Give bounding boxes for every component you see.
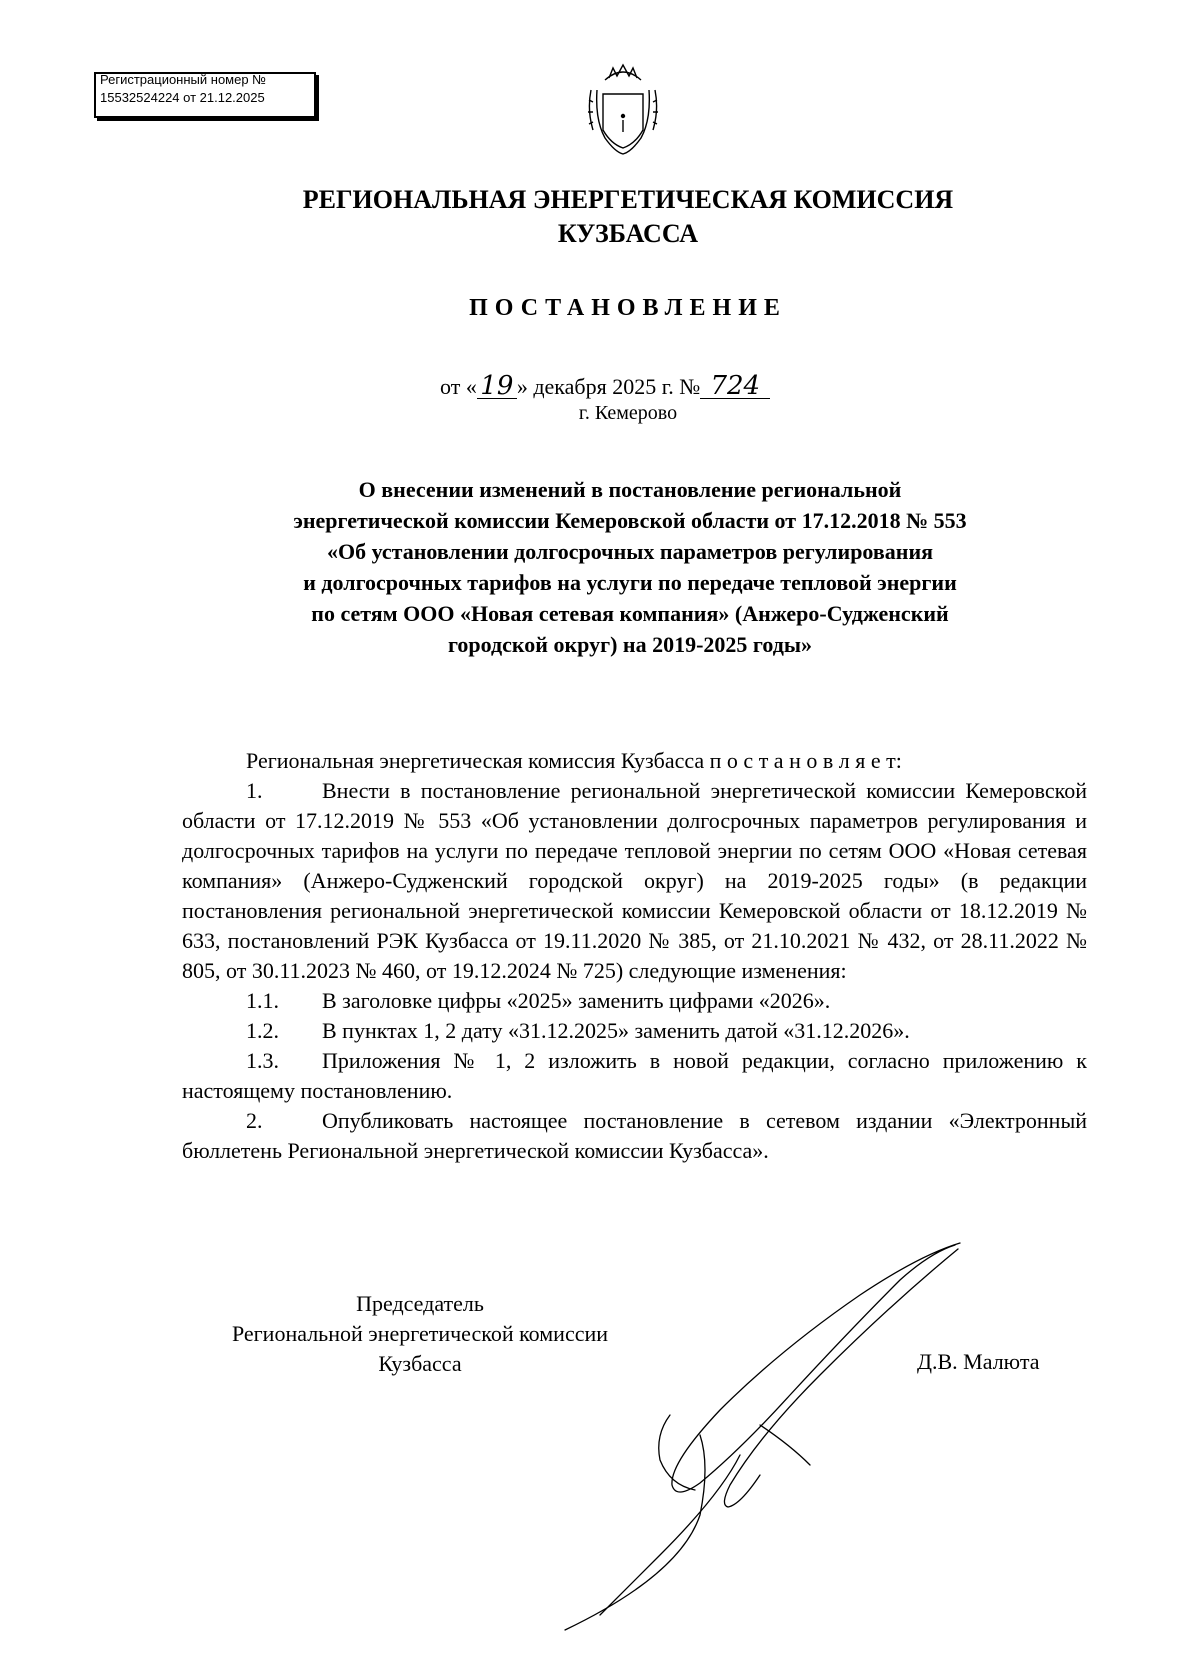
item-2-number: 2. xyxy=(246,1108,263,1133)
item-1-text: Внести в постановление региональной энергетической комиссии Кемеровской области от 17.12.2019 № 553 «Об установлении долгосрочных параметров регулирования и долгосрочных тарифов на услуги по передаче тепловой энергии по сетям ООО «Новая сетевая компания» (Анжеро-Судженский городской округ) на 2019-2025 годы» (в редакции постановления региональной энергетической комиссии Кемеровской области от 18.12.2019 № 633, постановлений РЭК Кузбасса от 19.11.2020 № 385, от 21.10.2021 № 432, от 28.11.2022 № 805, от 30.11.2023 № 460, от 19.12.2024 № 725) следующие изменения: xyxy=(182,778,1087,983)
item-2-text: Опубликовать настоящее постановление в сетевом издании «Электронный бюллетень Региональной энергетической комиссии Кузбасса». xyxy=(182,1108,1087,1163)
position-line-1: Председатель xyxy=(356,1291,484,1316)
date-prefix: от « xyxy=(440,374,477,399)
organization-title-line-2: КУЗБАССА xyxy=(557,219,699,248)
subject-line: и долгосрочных тарифов на услуги по передаче тепловой энергии xyxy=(303,570,957,595)
subject-line: «Об установлении долгосрочных параметров регулирования xyxy=(326,539,934,564)
document-body xyxy=(182,746,1087,1166)
subject-line: по сетям ООО «Новая сетевая компания» (Анжеро-Судженский xyxy=(311,601,949,626)
handwritten-day: 19 xyxy=(477,374,517,399)
coat-of-arms-icon xyxy=(583,60,663,158)
subject-line: О внесении изменений в постановление региональной xyxy=(358,477,902,502)
registration-stamp xyxy=(94,72,316,118)
item-1-3-text: Приложения № 1, 2 изложить в новой редакции, согласно приложению к настоящему постановлению. xyxy=(182,1048,1087,1103)
item-1-2-number: 1.2. xyxy=(246,1018,279,1043)
item-1-number: 1. xyxy=(246,778,263,803)
intro-paragraph xyxy=(182,746,1087,776)
registration-label: Регистрационный номер № xyxy=(100,72,267,87)
intro-resolves: п о с т а н о в л я е т: xyxy=(709,748,902,773)
signatory-name: Д.В. Малюта xyxy=(917,1349,1040,1374)
intro-text: Региональная энергетическая комиссия Кузбасса xyxy=(246,748,705,773)
item-1-3-number: 1.3. xyxy=(246,1048,279,1073)
city-line: г. Кемерово xyxy=(578,402,678,424)
subject-line: городской округ) на 2019-2025 годы» xyxy=(447,632,813,657)
date-middle: » декабря 2025 г. № xyxy=(516,374,701,399)
subject-line: энергетической комиссии Кемеровской области от 17.12.2018 № 553 xyxy=(293,508,967,533)
registration-number: 15532524224 от 21.12.2025 xyxy=(100,90,265,105)
date-number-line xyxy=(440,371,770,401)
item-1-1-text: В заголовке цифры «2025» заменить цифрами «2026». xyxy=(322,988,831,1013)
document-type-title: ПОСТАНОВЛЕНИЕ xyxy=(469,295,787,321)
position-line-2: Региональной энергетической комиссии xyxy=(231,1321,609,1346)
item-1 xyxy=(182,776,1087,986)
item-1-2-text: В пунктах 1, 2 дату «31.12.2025» заменить датой «31.12.2026». xyxy=(322,1018,910,1043)
handwritten-document-number: 724 xyxy=(700,374,770,399)
document-subject xyxy=(190,474,1070,660)
item-1-1-number: 1.1. xyxy=(246,988,279,1013)
item-1-3 xyxy=(182,1046,1087,1106)
organization-title xyxy=(0,183,1200,251)
item-1-1 xyxy=(182,986,1087,1016)
organization-title-line-1: РЕГИОНАЛЬНАЯ ЭНЕРГЕТИЧЕСКАЯ КОМИССИЯ xyxy=(302,185,954,214)
position-line-3: Кузбасса xyxy=(378,1351,462,1376)
item-1-2 xyxy=(182,1016,1087,1046)
handwritten-signature-icon xyxy=(560,1235,980,1635)
item-2 xyxy=(182,1106,1087,1166)
